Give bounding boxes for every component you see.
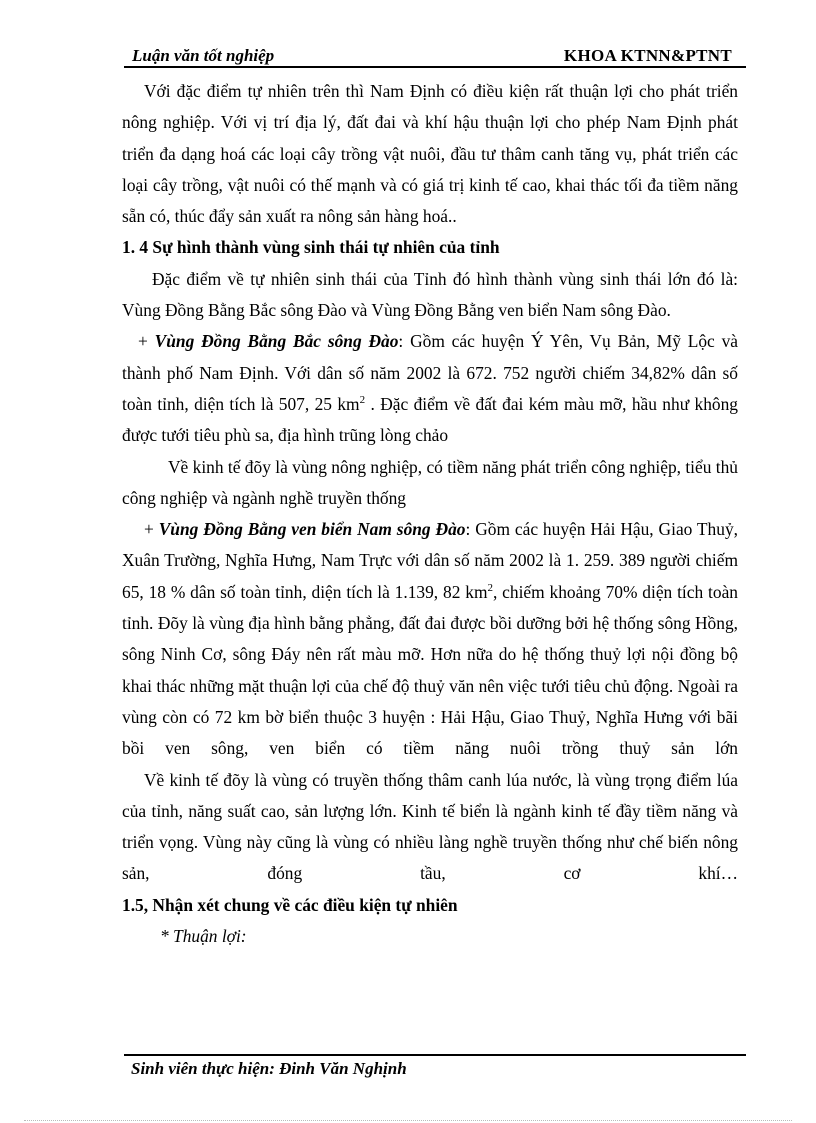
- zone-coastal-text-a: : Gồm các huyện Hải Hậu, Giao Thuỷ, Xuân Trường, Nghĩa Hưng, Nam Trực với dân số năm 2002 là 1. 259. 389 người chiếm 65, 18 % dân số toàn tỉnh, diện tích là 1.139, 82 km: [122, 519, 738, 602]
- header-thesis-label: Luận văn tốt nghiệp: [132, 46, 275, 65]
- zone-north-text-b: . Đặc điểm về đất đai kém màu mỡ, hầu như không được tưới tiêu phù sa, địa hình trũng lòng chảo: [122, 393, 738, 446]
- document-body: [122, 76, 738, 952]
- page-edge-divider: [24, 1120, 792, 1121]
- paragraph-natural-conditions: Với đặc điểm tự nhiên trên thì Nam Định có điều kiện rất thuận lợi cho phát triển nông nghiệp. Với vị trí địa lý, đất đai và khí hậu thuận lợi cho phép Nam Định phát triển đa dạng hoá các loại cây trồng vật nuôi, đầu tư thâm canh tăng vụ, phát triển các loại cây trồng, vật nuôi có thế mạnh và có giá trị kinh tế cao, khai thác tối đa tiềm năng sẵn có, thúc đẩy sản xuất ra nông sản hàng hoá..: [122, 81, 738, 227]
- paragraph-coastal-economy: Về kinh tế đõy là vùng có truyền thống thâm canh lúa nước, là vùng trọng điểm lúa của tỉnh, năng suất cao, sản lượng lớn. Kinh tế biển là ngành kinh tế đầy tiềm năng và triển vọng. Vùng này cũng là vùng có nhiều làng nghề truyền thống như chế biến nông sản, đóng tầu, cơ khí…: [122, 769, 738, 884]
- section-heading-1-5: 1.5, Nhận xét chung về các điều kiện tự nhiên: [122, 894, 458, 915]
- subheading-advantages: * Thuận lợi:: [160, 926, 247, 947]
- paragraph-ecological-zones-text: Đặc điểm về tự nhiên sinh thái của Tỉnh đó hình thành vùng sinh thái lớn đó là: Vùng Đồng Bằng Bắc sông Đào và Vùng Đồng Bằng ven biển Nam sông Đào.: [122, 268, 738, 321]
- zone-north-text-a: : Gồm các huyện Ý Yên, Vụ Bản, Mỹ Lộc và thành phố Nam Định. Với dân số năm 2002 là 672. 752 người chiếm 34,82% dân số toàn tỉnh, diện tích là 507, 25 km: [122, 331, 738, 414]
- paragraph-north-economy: Về kinh tế đõy là vùng nông nghiệp, có tiềm năng phát triển công nghiệp, tiểu thủ công nghiệp và ngành nghề truyền thống: [122, 456, 738, 508]
- bullet-plus: +: [144, 519, 159, 540]
- footer-divider: [124, 1054, 746, 1056]
- paragraph-coastal-zone: [122, 514, 738, 764]
- section-heading-1-4: 1. 4 Sự hình thành vùng sinh thái tự nhiên của tỉnh: [122, 237, 500, 258]
- zone-name-coastal: Vùng Đồng Bằng ven biển Nam sông Đào: [158, 519, 466, 540]
- footer-author: Sinh viên thực hiện: Đinh Văn Nghịnh: [131, 1059, 407, 1078]
- superscript-2: 2: [359, 394, 366, 407]
- page-header: [124, 44, 746, 68]
- zone-coastal-text-b: , chiếm khoảng 70% diện tích toàn tỉnh. Đõy là vùng địa hình bằng phẳng, đất đai được bồi dưỡng bởi hệ thống sông Hồng, sông Ninh Cơ, sông Đáy nên rất màu mỡ. Hơn nữa do hệ thống thuỷ lợi nội đồng bộ khai thác những mặt thuận lợi của chế độ thuỷ văn nên việc tưới tiêu chủ động. Ngoài ra vùng còn có 72 km bờ biển thuộc 3 huyện : Hải Hậu, Giao Thuỷ, Nghĩa Hưng với bãi bồi ven sông, ven biển có tiềm năng nuôi trồng thuỷ sản lớn: [122, 581, 738, 759]
- superscript-2: 2: [487, 581, 493, 594]
- header-faculty-label: KHOA KTNN&PTNT: [563, 46, 732, 65]
- zone-name-north: Vùng Đồng Bằng Bắc sông Đào: [154, 331, 399, 352]
- bullet-plus: +: [138, 331, 155, 352]
- paragraph-ecological-zones: [122, 264, 738, 327]
- paragraph-north-dao-zone: [122, 326, 738, 451]
